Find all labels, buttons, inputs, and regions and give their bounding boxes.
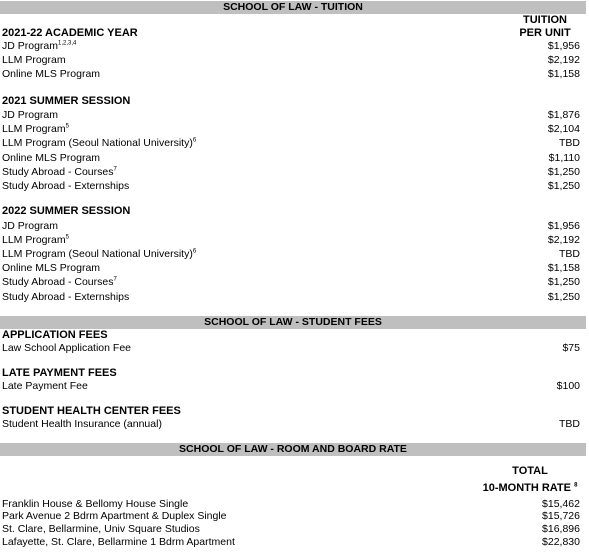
- row-value: TBD: [559, 418, 580, 430]
- summer-2022-title: 2022 SUMMER SESSION: [2, 205, 131, 217]
- row-label: LLM Program (Seoul National University)$^6$: [2, 137, 197, 149]
- row-label: JD Program: [2, 109, 59, 121]
- row-label: Online MLS Program: [2, 152, 101, 164]
- row-value: $1,110: [548, 152, 580, 164]
- row-value: $1,250: [547, 291, 580, 303]
- row-label: LLM Program$^5$: [2, 234, 69, 246]
- row-value: $1,250: [547, 166, 580, 178]
- room-row-value: $22,830: [542, 536, 580, 548]
- room-column-header: [480, 463, 580, 497]
- row-label: Study Abroad - Courses$^7$: [2, 276, 117, 288]
- row-value: $2,104: [547, 123, 580, 135]
- section-header-room-board: SCHOOL OF LAW - ROOM AND BOARD RATE: [0, 443, 586, 456]
- row-value: $1,956: [547, 40, 580, 52]
- room-row-label: Franklin House & Bellomy House Single: [2, 498, 189, 510]
- row-label: LLM Program (Seoul National University)$^6$: [2, 248, 197, 260]
- room-header-line2: 10-MONTH RATE $^8$: [482, 482, 578, 494]
- room-row-label: St. Clare, Bellarmine, Univ Square Studios: [2, 523, 200, 535]
- row-value: $1,158: [547, 68, 580, 80]
- row-value: TBD: [559, 248, 580, 260]
- row-label: JD Program$^{1,2,3,4}$: [2, 40, 77, 52]
- year-2122-title: 2021-22 ACADEMIC YEAR: [2, 27, 138, 39]
- room-row-label: Lafayette, St. Clare, Bellarmine 1 Bdrm Apartment: [2, 536, 235, 548]
- row-label: Student Health Insurance (annual): [2, 418, 162, 430]
- row-value: $1,250: [547, 180, 580, 192]
- row-value: $1,250: [547, 276, 580, 288]
- row-value: $1,956: [547, 220, 580, 232]
- row-label: Law School Application Fee: [2, 342, 131, 354]
- row-label: Late Payment Fee: [2, 380, 88, 392]
- row-label: JD Program: [2, 220, 59, 232]
- tuition-column-header: [510, 14, 580, 40]
- room-row-label: Park Avenue 2 Bdrm Apartment & Duplex Single: [2, 510, 227, 522]
- row-value: TBD: [559, 137, 580, 149]
- row-value: $1,158: [547, 262, 580, 274]
- row-label: LLM Program$^5$: [2, 123, 69, 135]
- room-row-value: $15,462: [542, 498, 580, 510]
- room-row-value: $16,896: [542, 523, 580, 535]
- room-row-value: $15,726: [542, 510, 580, 522]
- row-value: $75: [562, 342, 580, 354]
- row-label: Online MLS Program: [2, 68, 101, 80]
- row-value: $2,192: [547, 54, 580, 66]
- health-center-fees-title: STUDENT HEALTH CENTER FEES: [2, 405, 181, 417]
- section-header-student-fees: SCHOOL OF LAW - STUDENT FEES: [0, 316, 586, 329]
- row-label: LLM Program: [2, 54, 66, 66]
- room-header-line1: TOTAL: [512, 465, 548, 477]
- row-label: Study Abroad - Courses$^7$: [2, 166, 117, 178]
- section-header-tuition: SCHOOL OF LAW - TUITION: [0, 1, 586, 14]
- summer-2021-title: 2021 SUMMER SESSION: [2, 95, 131, 107]
- row-value: $2,192: [547, 234, 580, 246]
- tuition-header-line2: PER UNIT: [519, 27, 571, 39]
- application-fees-title: APPLICATION FEES: [2, 329, 108, 341]
- row-label: Study Abroad - Externships: [2, 180, 130, 192]
- tuition-header-line1: TUITION: [523, 14, 567, 26]
- late-payment-fees-title: LATE PAYMENT FEES: [2, 367, 117, 379]
- row-value: $100: [556, 380, 580, 392]
- row-label: Online MLS Program: [2, 262, 101, 274]
- row-value: $1,876: [547, 109, 580, 121]
- row-label: Study Abroad - Externships: [2, 291, 130, 303]
